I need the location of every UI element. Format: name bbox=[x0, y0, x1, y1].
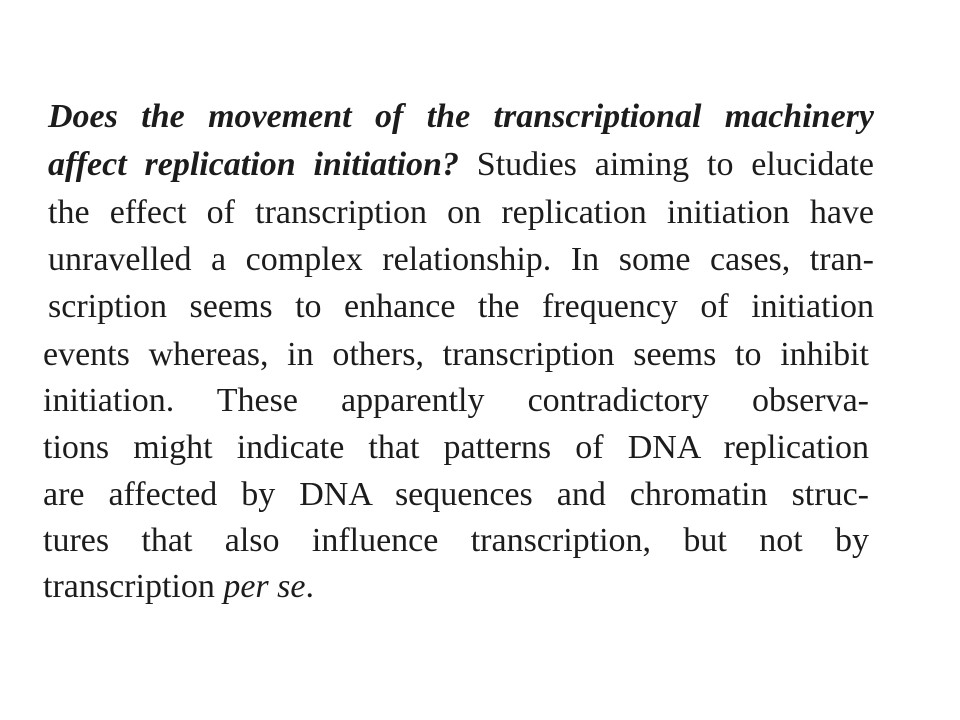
paragraph-line bbox=[43, 335, 869, 375]
paragraph-line bbox=[43, 428, 869, 468]
paragraph-line bbox=[48, 240, 874, 280]
paragraph-text: initiation. These apparently contradictory observa- bbox=[43, 382, 869, 419]
paragraph-line bbox=[48, 97, 874, 137]
paragraph-text: . bbox=[305, 568, 314, 605]
paragraph-text: the effect of transcription on replication initiation have bbox=[48, 194, 874, 231]
paragraph-line bbox=[48, 193, 874, 233]
lead-question: Does the movement of the transcriptional machinery bbox=[48, 98, 874, 135]
paragraph-line bbox=[43, 475, 869, 515]
paragraph-text: transcription bbox=[43, 568, 224, 605]
paragraph-text: tions might indicate that patterns of DNA replication bbox=[43, 429, 869, 466]
paragraph-line bbox=[43, 521, 869, 561]
emphasis-text: per se bbox=[223, 568, 306, 605]
paragraph-line bbox=[48, 287, 874, 327]
paragraph-line bbox=[43, 381, 869, 421]
paragraph-text: tures that also influence transcription, but not by bbox=[43, 522, 869, 559]
paragraph-text: scription seems to enhance the frequency of initiation bbox=[48, 288, 874, 325]
paragraph-text: events whereas, in others, transcription seems to inhibit bbox=[43, 336, 869, 373]
paragraph-text: Studies aiming to elucidate bbox=[458, 146, 875, 183]
paragraph-line bbox=[43, 567, 443, 607]
paragraph-line bbox=[48, 145, 874, 185]
lead-question: affect replication initiation? bbox=[48, 146, 459, 183]
paragraph-text: unravelled a complex relationship. In some cases, tran- bbox=[48, 241, 874, 278]
paragraph-text: are affected by DNA sequences and chromatin struc- bbox=[43, 476, 869, 513]
